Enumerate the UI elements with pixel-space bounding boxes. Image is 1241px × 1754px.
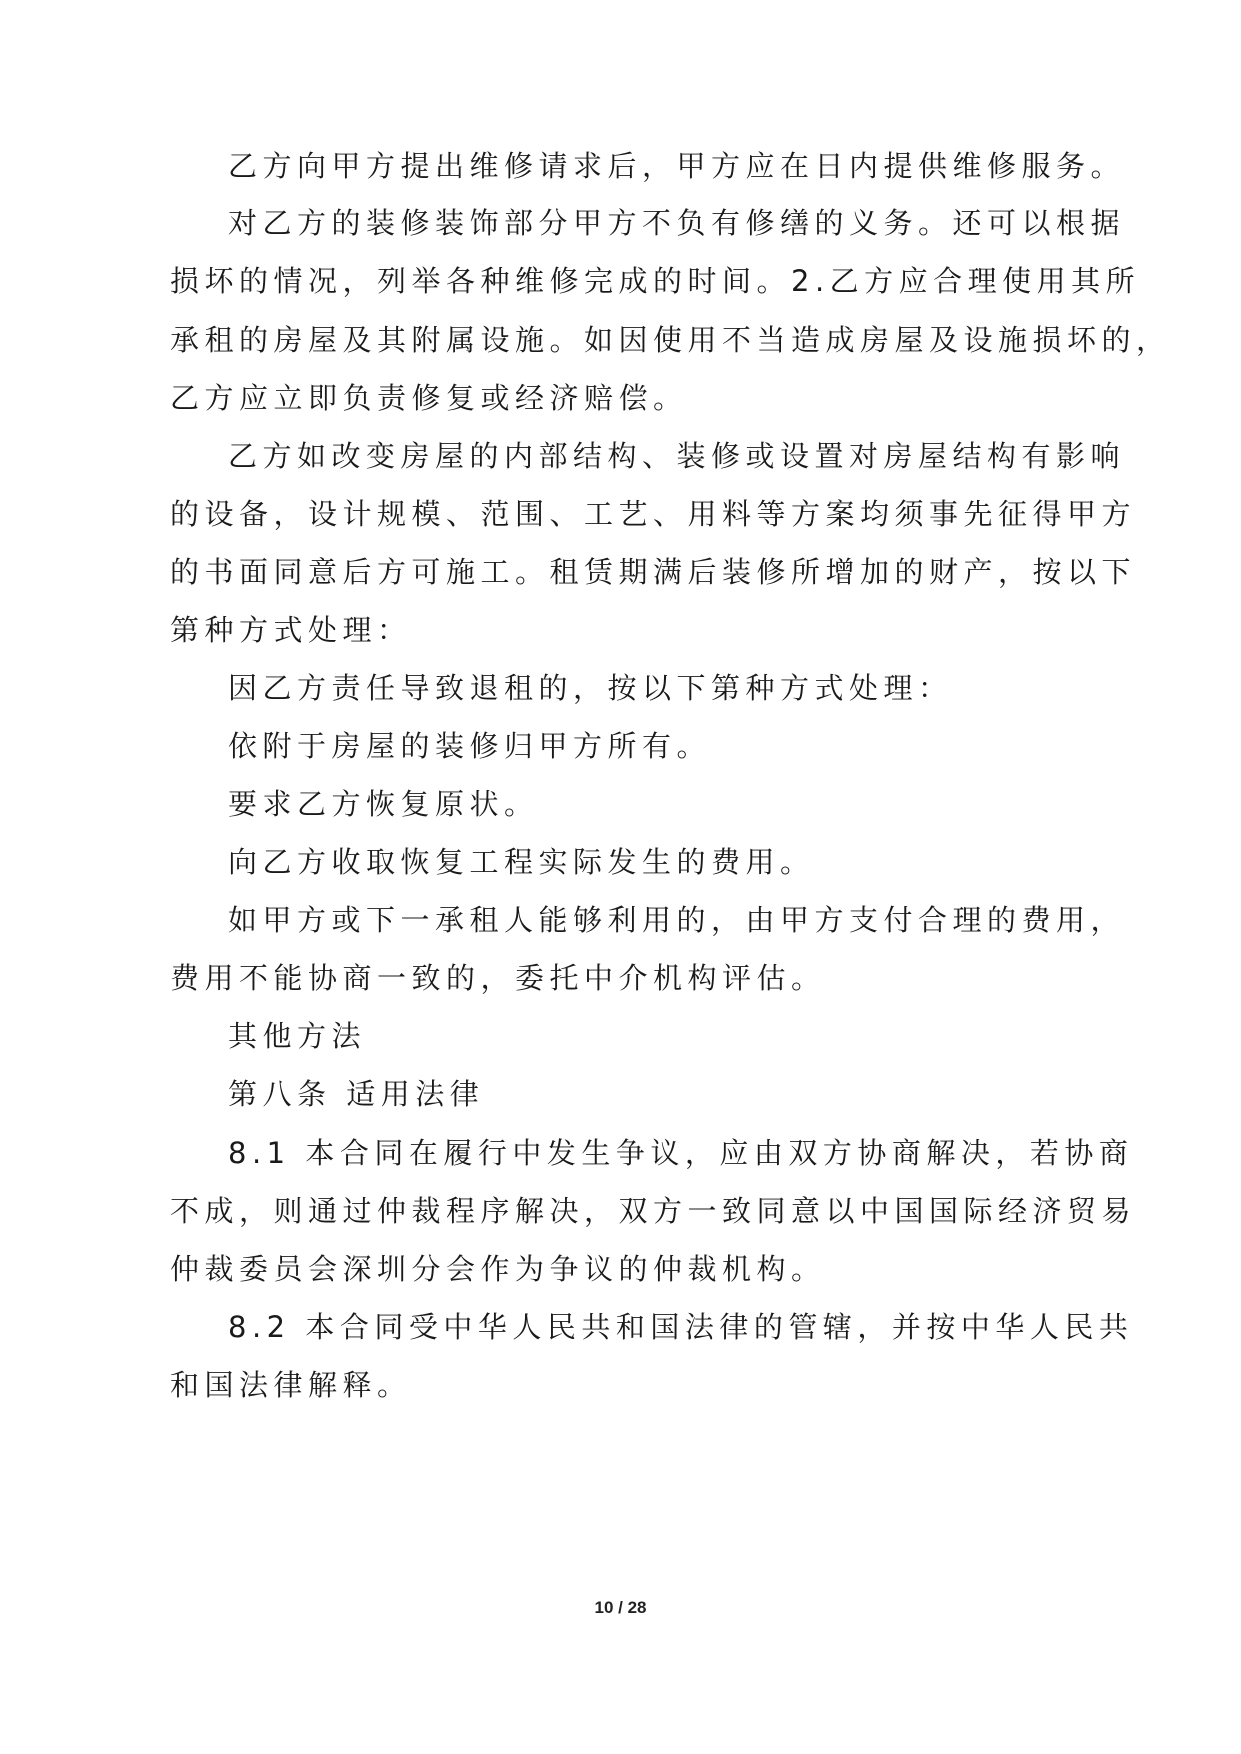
text-line: 向乙方收取恢复工程实际发生的费用。 bbox=[228, 845, 815, 879]
text-line: 依附于房屋的装修归甲方所有。 bbox=[228, 729, 712, 763]
page-number: 10 / 28 bbox=[594, 1598, 647, 1617]
text-line: 要求乙方恢复原状。 bbox=[228, 787, 539, 821]
text-line: 8.1 本合同在履行中发生争议，应由双方协商解决，若协商 bbox=[228, 1136, 1134, 1170]
text-line: 承租的房屋及其附属设施。如因使用不当造成房屋及设施损坏的， bbox=[170, 323, 1171, 357]
text-line: 和国法律解释。 bbox=[170, 1368, 412, 1402]
text-line: 费用不能协商一致的，委托中介机构评估。 bbox=[170, 961, 826, 995]
text-line: 仲裁委员会深圳分会作为争议的仲裁机构。 bbox=[170, 1252, 826, 1286]
section-heading: 第八条 适用法律 bbox=[228, 1077, 485, 1111]
text-line: 8.2 本合同受中华人民共和国法律的管辖，并按中华人民共 bbox=[228, 1310, 1134, 1344]
text-line: 乙方如改变房屋的内部结构、装修或设置对房屋结构有影响 bbox=[228, 439, 1126, 473]
text-line: 乙方向甲方提出维修请求后，甲方应在日内提供维修服务。 bbox=[228, 149, 1126, 183]
text-line: 其他方法 bbox=[228, 1019, 367, 1053]
text-line: 因乙方责任导致退租的，按以下第种方式处理： bbox=[228, 671, 953, 705]
text-line: 对乙方的装修装饰部分甲方不负有修缮的义务。还可以根据 bbox=[228, 206, 1126, 240]
text-line: 的书面同意后方可施工。租赁期满后装修所增加的财产，按以下 bbox=[170, 555, 1137, 589]
text-line: 如甲方或下一承租人能够利用的，由甲方支付合理的费用， bbox=[228, 903, 1126, 937]
text-line: 乙方应立即负责修复或经济赔偿。 bbox=[170, 381, 688, 415]
text-line: 不成，则通过仲裁程序解决，双方一致同意以中国国际经济贸易 bbox=[170, 1194, 1137, 1228]
text-line: 损坏的情况，列举各种维修完成的时间。2.乙方应合理使用其所 bbox=[170, 264, 1141, 298]
text-line: 第种方式处理： bbox=[170, 613, 412, 647]
text-line: 的设备，设计规模、范围、工艺、用料等方案均须事先征得甲方 bbox=[170, 497, 1137, 531]
